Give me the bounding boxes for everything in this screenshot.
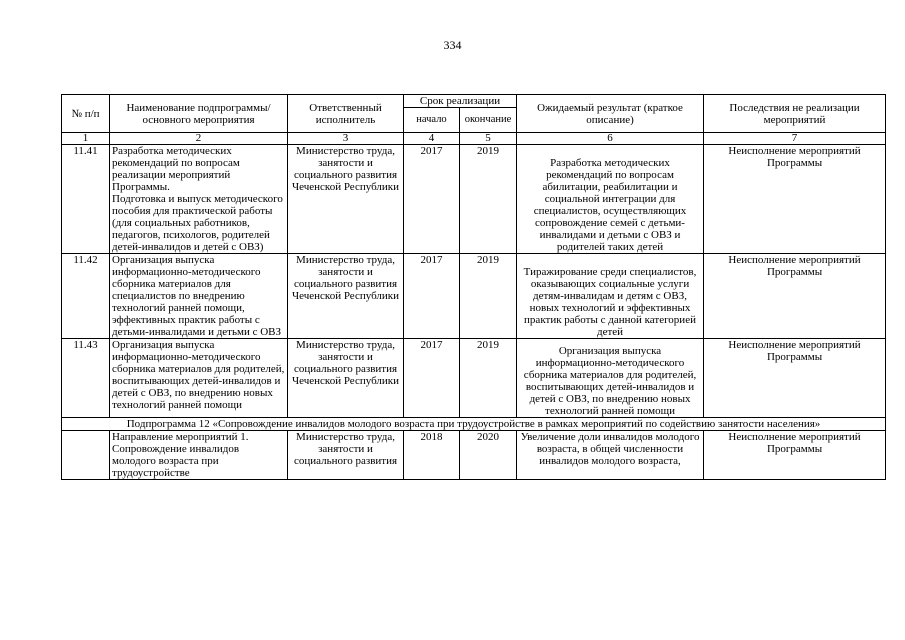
row-start: 2018 [404, 431, 460, 480]
header-consequences: Последствия не реализации мероприятий [704, 95, 886, 133]
row-result: Тиражирование среди специалистов, оказывающих социальные услуги детям-инвалидам и детям с ОВЗ, новых технологий и эффективных практик работы с данной категорией детей [517, 254, 704, 339]
column-number-row [62, 133, 886, 145]
row-num: 11.41 [62, 145, 110, 254]
header-row [62, 95, 886, 108]
row-num: 11.43 [62, 339, 110, 418]
row-consequences: Неисполнение мероприятий Программы [704, 431, 886, 480]
table-row [62, 339, 886, 418]
row-executor: Министерство труда, занятости и социального развития Чеченской Республики [288, 339, 404, 418]
column-number: 6 [517, 133, 704, 145]
section-row [62, 418, 886, 431]
column-number: 2 [110, 133, 288, 145]
row-executor: Министерство труда, занятости и социального развития [288, 431, 404, 480]
row-result: Увеличение доли инвалидов молодого возраста, в общей численности инвалидов молодого возраста, [517, 431, 704, 480]
row-num: 11.42 [62, 254, 110, 339]
row-name: Организация выпуска информационно-методического сборника материалов для родителей, воспитывающих детей-инвалидов и детей с ОВЗ, по внедрению новых технологий ранней помощи [110, 339, 288, 418]
program-table [61, 94, 886, 480]
row-result: Организация выпуска информационно-методического сборника материалов для родителей, воспитывающих детей-инвалидов и детей с ОВЗ, по внедрению новых технологий ранней помощи [517, 339, 704, 418]
column-number: 5 [460, 133, 517, 145]
row-executor: Министерство труда, занятости и социального развития Чеченской Республики [288, 145, 404, 254]
row-end: 2019 [460, 339, 517, 418]
row-consequences: Неисполнение мероприятий Программы [704, 339, 886, 418]
page-number: 334 [443, 38, 462, 52]
table-row [62, 145, 886, 254]
row-start: 2017 [404, 254, 460, 339]
header-num: № п/п [62, 95, 110, 133]
row-end: 2019 [460, 145, 517, 254]
table-row [62, 431, 886, 480]
header-executor: Ответственный исполнитель [288, 95, 404, 133]
header-result: Ожидаемый результат (краткое описание) [517, 95, 704, 133]
header-name: Наименование подпрограммы/ основного мероприятия [110, 95, 288, 133]
row-name: Разработка методических рекомендаций по вопросам реализации мероприятий Программы. Подготовка и выпуск методического пособия для практической работы (для социальных работников, педагогов, психологов, родителей детей-инвалидов и детей с ОВЗ) [110, 145, 288, 254]
column-number: 1 [62, 133, 110, 145]
section-title: Подпрограмма 12 «Сопровождение инвалидов молодого возраста при трудоустройстве в рамках мероприятий по содействию занятости населения» [62, 418, 886, 431]
table-row [62, 254, 886, 339]
header-start: начало [404, 108, 460, 133]
header-end: окончание [460, 108, 517, 133]
header-period: Срок реализации [404, 95, 517, 108]
row-num [62, 431, 110, 480]
row-consequences: Неисполнение мероприятий Программы [704, 145, 886, 254]
column-number: 3 [288, 133, 404, 145]
row-name: Организация выпуска информационно-методического сборника материалов для специалистов по внедрению технологий ранней помощи, эффективных практик работы с детьми-инвалидами и детьми с ОВЗ [110, 254, 288, 339]
row-executor: Министерство труда, занятости и социального развития Чеченской Республики [288, 254, 404, 339]
row-end: 2019 [460, 254, 517, 339]
column-number: 4 [404, 133, 460, 145]
row-start: 2017 [404, 339, 460, 418]
row-name: Направление мероприятий 1. Сопровождение инвалидов молодого возраста при трудоустройстве [110, 431, 288, 480]
row-result: Разработка методических рекомендаций по вопросам абилитации, реабилитации и социальной интеграции для специалистов, осуществляющих сопровождение семей с детьми-инвалидами и детьми с ОВЗ и родителей таких детей [517, 145, 704, 254]
row-consequences: Неисполнение мероприятий Программы [704, 254, 886, 339]
row-start: 2017 [404, 145, 460, 254]
row-end: 2020 [460, 431, 517, 480]
column-number: 7 [704, 133, 886, 145]
